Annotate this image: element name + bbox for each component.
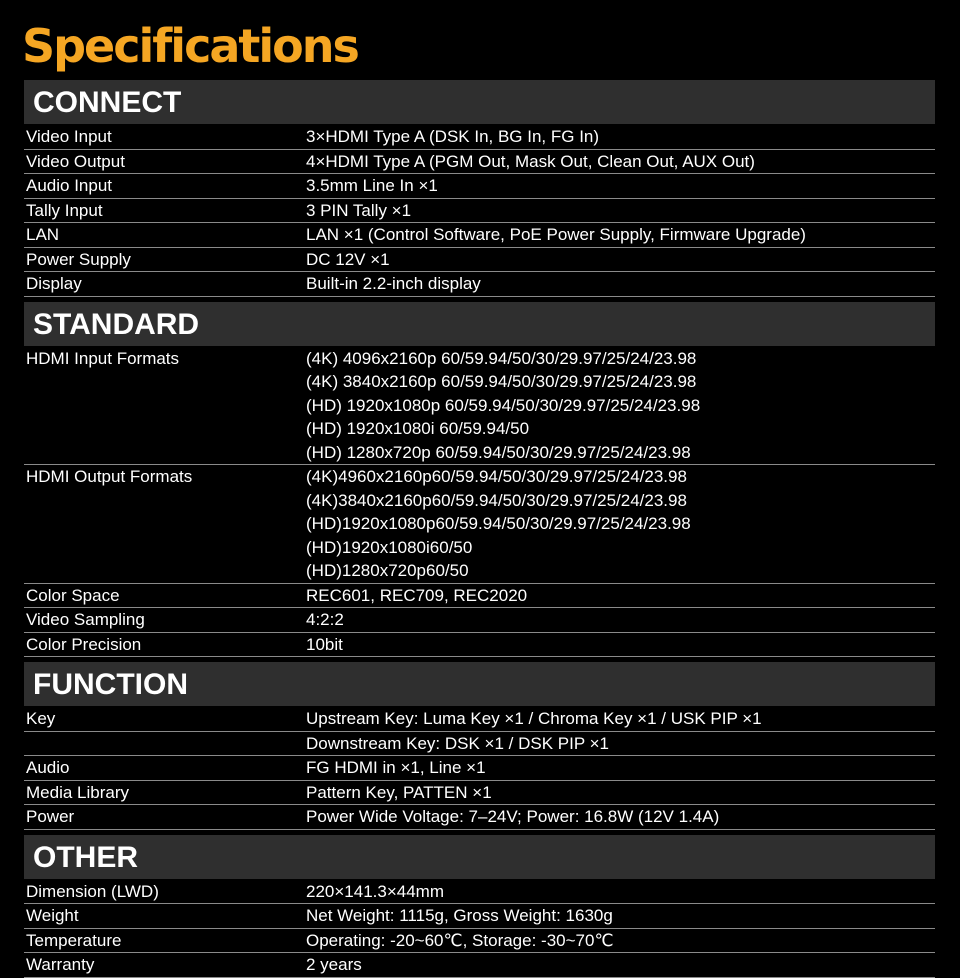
page-title: Specifications (22, 19, 358, 73)
spec-table (24, 80, 935, 978)
spec-value-line: (4K) 4096x2160p 60/59.94/50/30/29.97/25/24/23.98 (306, 348, 697, 368)
spec-value-line: 2 years (306, 955, 362, 974)
spec-row (24, 272, 935, 297)
spec-label: Temperature (26, 930, 122, 950)
spec-row (24, 732, 935, 757)
spec-value-line: Operating: -20~60℃, Storage: -30~70℃ (306, 930, 614, 950)
spec-value-line: (HD)1920x1080i60/50 (306, 537, 473, 557)
spec-value (306, 805, 935, 829)
spec-label: Media Library (26, 782, 129, 802)
spec-label: Key (26, 709, 56, 728)
spec-row (24, 608, 935, 633)
spec-row (24, 174, 935, 199)
spec-value (306, 223, 935, 247)
spec-row (24, 223, 935, 248)
spec-value-line: Upstream Key: Luma Key ×1 / Chroma Key ×1 / USK PIP ×1 (306, 709, 762, 728)
section-header-function: FUNCTION (24, 662, 935, 706)
spec-label: Color Precision (26, 634, 142, 654)
spec-value-line: LAN ×1 (Control Software, PoE Power Supply, Firmware Upgrade) (306, 225, 806, 244)
spec-value (306, 880, 935, 904)
spec-label: Audio Input (26, 176, 113, 195)
spec-value (306, 756, 935, 780)
spec-value (306, 781, 935, 805)
spec-label: Audio (26, 758, 70, 777)
spec-value (306, 929, 935, 953)
spec-value (306, 150, 935, 174)
spec-label: Display (26, 274, 82, 293)
spec-value (306, 272, 935, 296)
spec-label: Dimension (LWD) (26, 881, 159, 901)
spec-value-line: 4:2:2 (306, 610, 344, 629)
spec-value (306, 174, 935, 198)
spec-value-line: 3.5mm Line In ×1 (306, 176, 438, 195)
spec-value (306, 199, 935, 223)
spec-label: HDMI Output Formats (26, 467, 193, 486)
spec-row (24, 150, 935, 175)
spec-value (306, 248, 935, 272)
spec-row (24, 347, 935, 466)
spec-row (24, 707, 935, 732)
spec-value (306, 732, 935, 756)
spec-label: Warranty (26, 955, 95, 974)
spec-value (306, 633, 935, 657)
spec-value (306, 125, 935, 149)
spec-row (24, 805, 935, 830)
spec-label: HDMI Input Formats (26, 348, 180, 368)
spec-label: Video Sampling (26, 610, 145, 629)
spec-value (306, 608, 935, 632)
spec-value-line: 3×HDMI Type A (DSK In, BG In, FG In) (306, 127, 600, 146)
section-header-standard: STANDARD (24, 302, 935, 346)
spec-row (24, 465, 935, 584)
spec-value-line: 220×141.3×44mm (306, 881, 444, 901)
spec-value-line: (HD) 1920x1080i 60/59.94/50 (306, 419, 530, 438)
spec-row (24, 248, 935, 273)
spec-value-line: 4×HDMI Type A (PGM Out, Mask Out, Clean Out, AUX Out) (306, 151, 755, 171)
spec-value-line: (HD) 1280x720p 60/59.94/50/30/29.97/25/24/23.98 (306, 442, 691, 462)
spec-value (306, 584, 935, 608)
spec-value (306, 953, 935, 977)
spec-row (24, 756, 935, 781)
spec-label (24, 732, 306, 756)
spec-label: Power Supply (26, 249, 131, 269)
spec-value-line: 3 PIN Tally ×1 (306, 200, 412, 220)
spec-value-line: REC601, REC709, REC2020 (306, 585, 528, 605)
spec-label: Power (26, 807, 75, 826)
spec-row (24, 633, 935, 658)
spec-label: Weight (26, 906, 79, 925)
spec-value-line: Downstream Key: DSK ×1 / DSK PIP ×1 (306, 733, 609, 753)
spec-label: Video Input (26, 127, 112, 146)
spec-label: LAN (26, 225, 60, 244)
spec-row (24, 584, 935, 609)
spec-value (306, 465, 935, 583)
spec-value-line: (HD)1280x720p60/50 (306, 561, 469, 580)
spec-value-line: (4K)4960x2160p60/59.94/50/30/29.97/25/24/23.98 (306, 467, 687, 486)
spec-row (24, 125, 935, 150)
section-header-other: OTHER (24, 835, 935, 879)
spec-value-line: DC 12V ×1 (306, 249, 390, 269)
spec-value-line: Pattern Key, PATTEN ×1 (306, 782, 492, 802)
spec-label: Color Space (26, 585, 120, 605)
spec-value-line: 10bit (306, 634, 343, 654)
spec-value (306, 904, 935, 928)
spec-row (24, 880, 935, 905)
spec-row (24, 929, 935, 954)
spec-value-line: (HD) 1920x1080p 60/59.94/50/30/29.97/25/24/23.98 (306, 395, 701, 415)
spec-value-line: Net Weight: 1115g, Gross Weight: 1630g (306, 906, 613, 925)
section-header-connect: CONNECT (24, 80, 935, 124)
spec-row (24, 904, 935, 929)
spec-value (306, 707, 935, 731)
spec-label: Video Output (26, 151, 125, 171)
spec-value-line: Power Wide Voltage: 7–24V; Power: 16.8W (12V 1.4A) (306, 807, 720, 826)
spec-value-line: (HD)1920x1080p60/59.94/50/30/29.97/25/24/23.98 (306, 514, 691, 533)
spec-value-line: FG HDMI in ×1, Line ×1 (306, 758, 486, 777)
spec-row (24, 953, 935, 978)
spec-row (24, 199, 935, 224)
spec-value-line: Built-in 2.2-inch display (306, 274, 481, 293)
spec-value-line: (4K) 3840x2160p 60/59.94/50/30/29.97/25/24/23.98 (306, 372, 697, 391)
spec-value (306, 347, 935, 465)
spec-value-line: (4K)3840x2160p60/59.94/50/30/29.97/25/24/23.98 (306, 490, 687, 510)
spec-row (24, 781, 935, 806)
spec-label: Tally Input (26, 200, 103, 220)
